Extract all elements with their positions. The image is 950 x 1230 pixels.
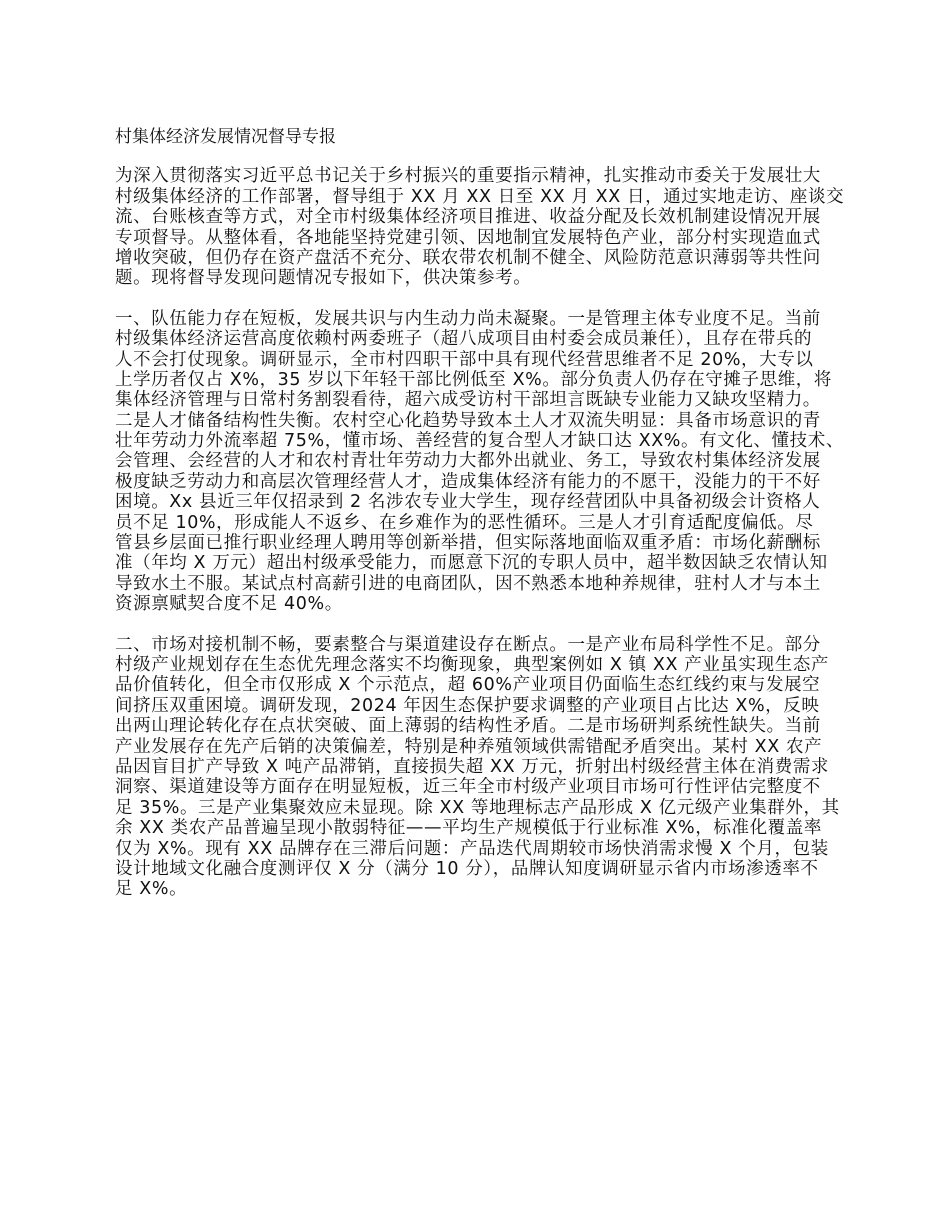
text-line: 二是人才储备结构性失衡。农村空心化趋势导致本土人才双流失明显：具备市场意识的青	[115, 410, 821, 431]
text-line: 上学历者仅占 X%，35 岁以下年轻干部比例低至 X%。部分负责人仍存在守摊子思维，将	[115, 369, 832, 390]
text-line: 村级产业规划存在生态优先理念落实不均衡现象，典型案例如 X 镇 XX 产业虽实现生态产	[115, 655, 830, 675]
text-line: 为深入贯彻落实习近平总书记关于乡村振兴的重要指示精神，扎实推动市委关于发展壮大	[115, 166, 821, 187]
paragraph	[115, 166, 845, 289]
text-line: 间挤压双重困境。调研发现，2024 年因生态保护要求调整的产业项目占比达 X%，反映	[115, 695, 820, 716]
text-line: 品价值转化，但全市仅形成 X 个示范点，超 60%产业项目仍面临生态红线约束与发展空	[115, 675, 821, 696]
text-line: 产业发展存在先产后销的决策偏差，特别是种养殖领域供需错配矛盾突出。某村 XX 农产	[115, 736, 823, 757]
text-line: 品因盲目扩产导致 X 吨产品滞销，直接损失超 XX 万元，折射出村级经营主体在消费需求	[115, 756, 830, 777]
text-line: 资源禀赋契合度不足 40%。	[115, 594, 343, 615]
text-line: 出两山理论转化存在点状突破、面上薄弱的结构性矛盾。二是市场研判系统性缺失。当前	[115, 716, 821, 737]
document-title: 村集体经济发展情况督导专报	[115, 127, 336, 147]
text-line: 足 35%。三是产业集聚效应未显现。除 XX 等地理标志产品形成 X 亿元级产业集群外，其	[115, 797, 840, 818]
text-line: 仅为 X%。现有 XX 品牌存在三滞后问题：产品迭代周期较市场快消需求慢 X 个月，包装	[115, 838, 829, 859]
text-line: 极度缺乏劳动力和高层次管理经营人才，造成集体经济有能力的不愿干，没能力的干不好	[115, 471, 821, 492]
text-line: 增收突破，但仍存在资产盘活不充分、联农带农机制不健全、风险防范意识薄弱等共性问	[115, 247, 821, 268]
text-line: 导致水土不服。某试点村高薪引进的电商团队，因不熟悉本地种养规律，驻村人才与本土	[115, 573, 821, 594]
text-line: 余 XX 类农产品普遍呈现小散弱特征——平均生产规模低于行业标准 X%，标准化覆盖率	[115, 818, 822, 839]
text-line: 二、市场对接机制不畅，要素整合与渠道建设存在断点。一是产业布局科学性不足。部分	[115, 634, 821, 655]
text-line: 集体经济管理与日常村务割裂看待，超六成受访村干部坦言既缺专业能力又缺攻坚精力。	[115, 390, 821, 411]
text-line: 洞察、渠道建设等方面存在明显短板，近三年全市村级产业项目市场可行性评估完整度不	[115, 777, 821, 798]
text-line: 设计地域文化融合度测评仅 X 分（满分 10 分），品牌认知度调研显示省内市场渗透率不	[115, 858, 819, 879]
text-line: 流、台账核查等方式，对全市村级集体经济项目推进、收益分配及长效机制建设情况开展	[115, 207, 821, 228]
text-line: 困境。Xx 县近三年仅招录到 2 名涉农专业大学生，现存经营团队中具备初级会计资格人	[115, 492, 821, 513]
text-line: 足 X%。	[115, 879, 188, 900]
document-body	[115, 166, 845, 900]
text-line: 专项督导。从整体看，各地能坚持党建引领、因地制宜发展特色产业，部分村实现造血式	[115, 227, 821, 248]
document-page	[115, 127, 845, 920]
text-line: 人不会打仗现象。调研显示，全市村四职干部中具有现代经营思维者不足 20%，大专以	[115, 349, 814, 370]
text-line: 壮年劳动力外流率超 75%，懂市场、善经营的复合型人才缺口达 XX%。有文化、懂技术、	[115, 431, 844, 452]
text-line: 管县乡层面已推行职业经理人聘用等创新举措，但实际落地面临双重矛盾：市场化薪酬标	[115, 533, 821, 554]
text-line: 会管理、会经营的人才和农村青壮年劳动力大都外出就业、务工，导致农村集体经济发展	[115, 451, 821, 472]
paragraph	[115, 635, 840, 900]
text-line: 准（年均 X 万元）超出村级承受能力，而愿意下沉的专职人员中，超半数因缺乏农情认知	[115, 553, 828, 574]
text-line: 村级集体经济运营高度依赖村两委班子（超八成项目由村委会成员兼任），且存在带兵的	[115, 329, 813, 350]
text-line: 一、队伍能力存在短板，发展共识与内生动力尚未凝聚。一是管理主体专业度不足。当前	[115, 308, 821, 329]
paragraph	[115, 308, 844, 615]
text-line: 村级集体经济的工作部署，督导组于 XX 月 XX 日至 XX 月 XX 日，通过实地走访、座谈交	[115, 186, 845, 207]
text-line: 题。现将督导发现问题情况专报如下，供决策参考。	[115, 268, 532, 289]
text-line: 员不足 10%，形成能人不返乡、在乡难作为的恶性循环。三是人才引育适配度偏低。尽	[115, 512, 814, 533]
